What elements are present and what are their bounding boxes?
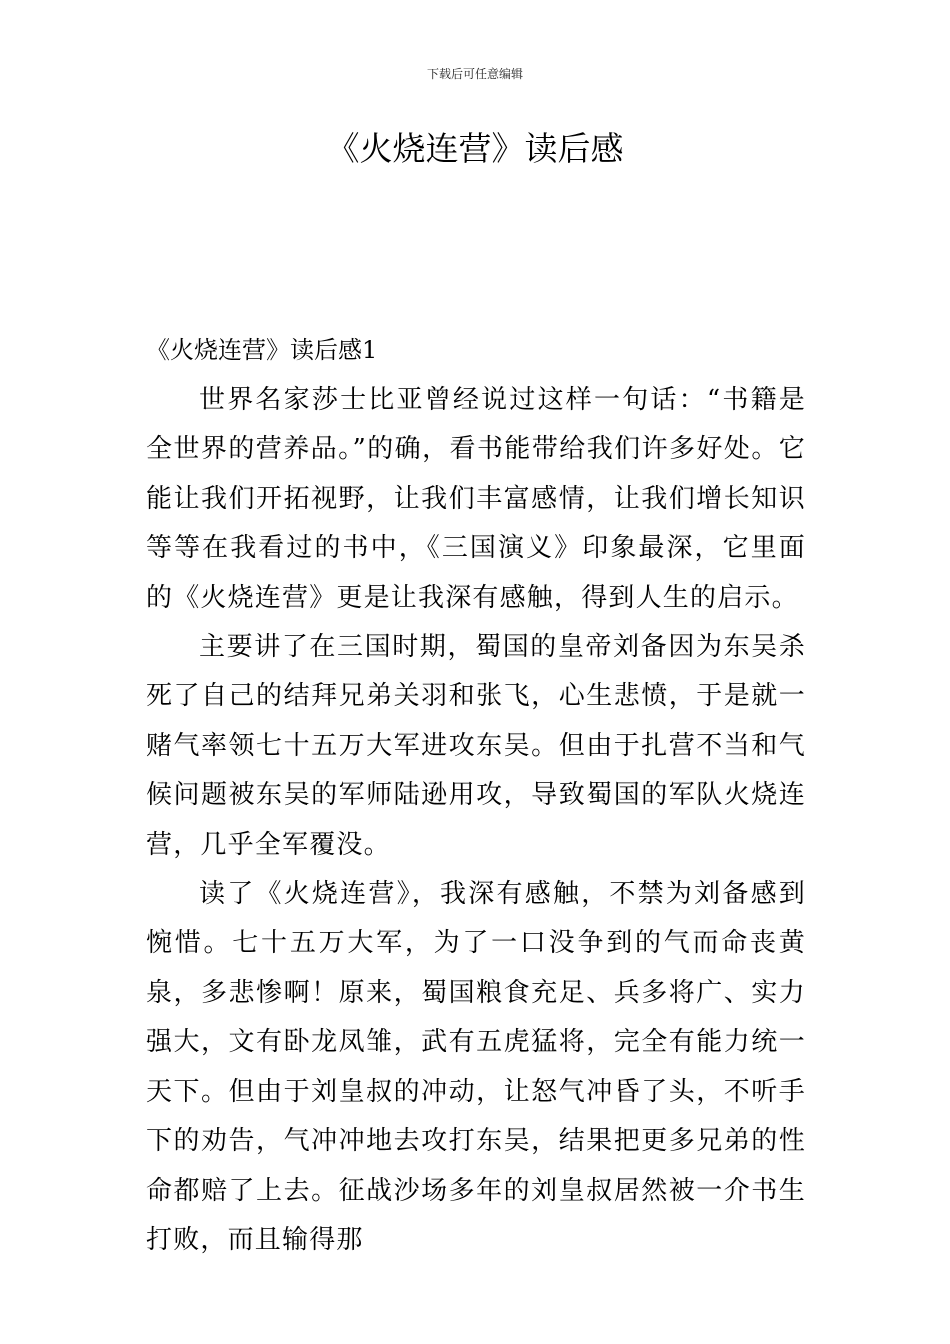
paragraph-1: 世界名家莎士比亚曾经说过这样一句话：“书籍是全世界的营养品。”的确，看书能带给我们许多好处。它能让我们开拓视野，让我们丰富感情，让我们增长知识等等在我看过的书中，《三国演义》印象最深，它里面的《火烧连营》更是让我深有感触，得到人生的启示。: [146, 385, 806, 613]
header-note: 下载后可任意编辑: [426, 67, 523, 81]
body-text: [146, 376, 806, 1265]
document-title: 《火烧连营》读后感: [326, 129, 624, 168]
paragraph-2: 主要讲了在三国时期，蜀国的皇帝刘备因为东吴杀死了自己的结拜兄弟关羽和张飞，心生悲愤，于是就一赌气率领七十五万大军进攻东吴。但由于扎营不当和气候问题被东吴的军师陆逊用攻，导致蜀国的军队火烧连营，几乎全军覆没。: [146, 632, 806, 860]
paragraph-3: 读了《火烧连营》，我深有感触，不禁为刘备感到惋惜。七十五万大军，为了一口没争到的气而命丧黄泉，多悲惨啊！原来，蜀国粮食充足、兵多将广、实力强大，文有卧龙凤雏，武有五虎猛将，完全有能力统一天下。但由于刘皇叔的冲动，让怒气冲昏了头，不听手下的劝告，气冲冲地去攻打东吴，结果把更多兄弟的性命都赔了上去。征战沙场多年的刘皇叔居然被一介书生打败，而且输得那: [146, 879, 806, 1255]
section-heading: 《火烧连营》读后感1: [146, 336, 378, 364]
